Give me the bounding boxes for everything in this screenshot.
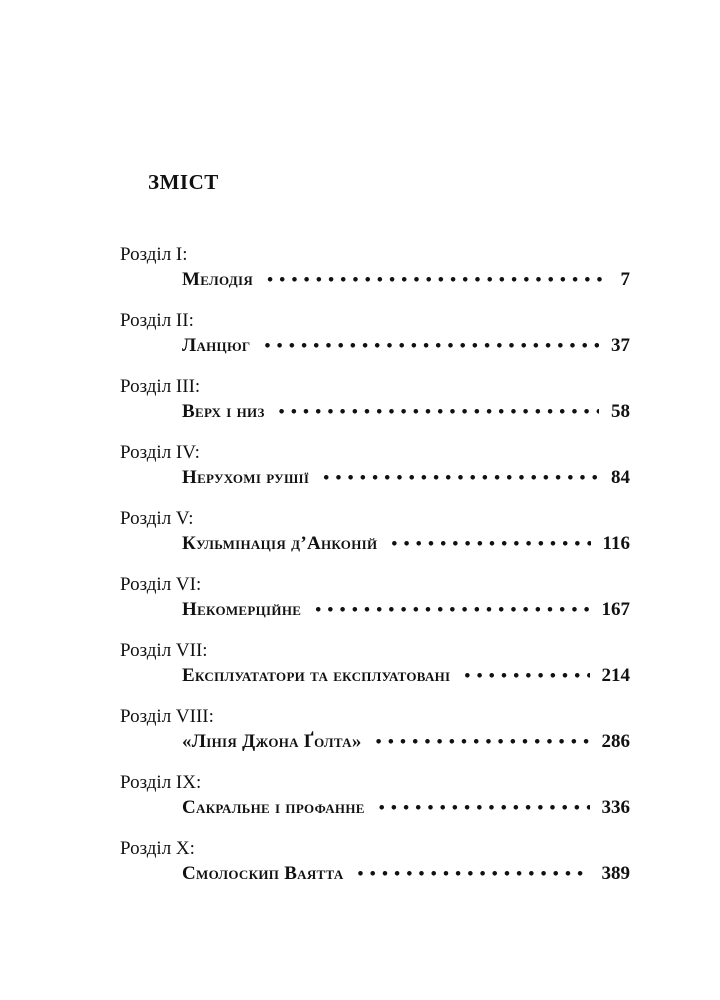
toc-entry-1 [120,244,630,310]
chapter-title: Кульмінація д’Анконій [182,533,378,554]
table-of-contents [120,244,630,904]
toc-entry-5 [120,508,630,574]
page-number: 37 [611,335,630,356]
chapter-label: Розділ I: [120,244,188,265]
chapter-line [182,862,630,886]
chapter-title: Смолоскип Ваятта [182,863,344,884]
chapter-title: Верх і низ [182,401,265,422]
dot-leader [279,400,599,424]
toc-entry-9 [120,772,630,838]
chapter-line [182,466,630,490]
dot-leader [379,796,590,820]
chapter-title: Мелодія [182,269,254,290]
toc-entry-7 [120,640,630,706]
page-number: 84 [611,467,630,488]
page-number: 58 [611,401,630,422]
chapter-line [182,532,630,556]
page-number: 167 [601,599,630,620]
toc-entry-10 [120,838,630,904]
chapter-label: Розділ X: [120,838,195,859]
chapter-label: Розділ IV: [120,442,200,463]
chapter-label: Розділ VII: [120,640,208,661]
page-number: 389 [601,863,630,884]
toc-entry-3 [120,376,630,442]
dot-leader [264,334,599,358]
chapter-label: Розділ V: [120,508,194,529]
chapter-label: Розділ VI: [120,574,202,595]
toc-entry-6 [120,574,630,640]
toc-entry-8 [120,706,630,772]
chapter-label: Розділ VIII: [120,706,214,727]
page-number: 336 [601,797,630,818]
toc-entry-2 [120,310,630,376]
dot-leader [376,730,590,754]
chapter-title: Сакральне і профанне [182,797,365,818]
toc-entry-4 [120,442,630,508]
chapter-label: Розділ III: [120,376,201,397]
chapter-line [182,730,630,754]
chapter-title: Нерухомі рушії [182,467,310,488]
page-number: 214 [601,665,630,686]
dot-leader [267,268,608,292]
chapter-line [182,400,630,424]
chapter-line [182,664,630,688]
chapter-title: Ланцюг [182,335,251,356]
dot-leader [323,466,599,490]
dot-leader [391,532,590,556]
page-number: 286 [601,731,630,752]
chapter-title: «Лінія Джона Ґолта» [182,731,362,752]
chapter-title: Некомерційне [182,599,302,620]
chapter-line [182,796,630,820]
dot-leader [464,664,589,688]
dot-leader [315,598,589,622]
chapter-line [182,334,630,358]
chapter-label: Розділ IX: [120,772,202,793]
chapter-title: Експлуататори та експлуатовані [182,665,451,686]
chapter-line [182,268,630,292]
chapter-line [182,598,630,622]
page-number: 7 [620,269,630,290]
page-title: ЗМІСТ [148,170,219,194]
page-number: 116 [602,533,630,554]
dot-leader [358,862,590,886]
chapter-label: Розділ II: [120,310,194,331]
